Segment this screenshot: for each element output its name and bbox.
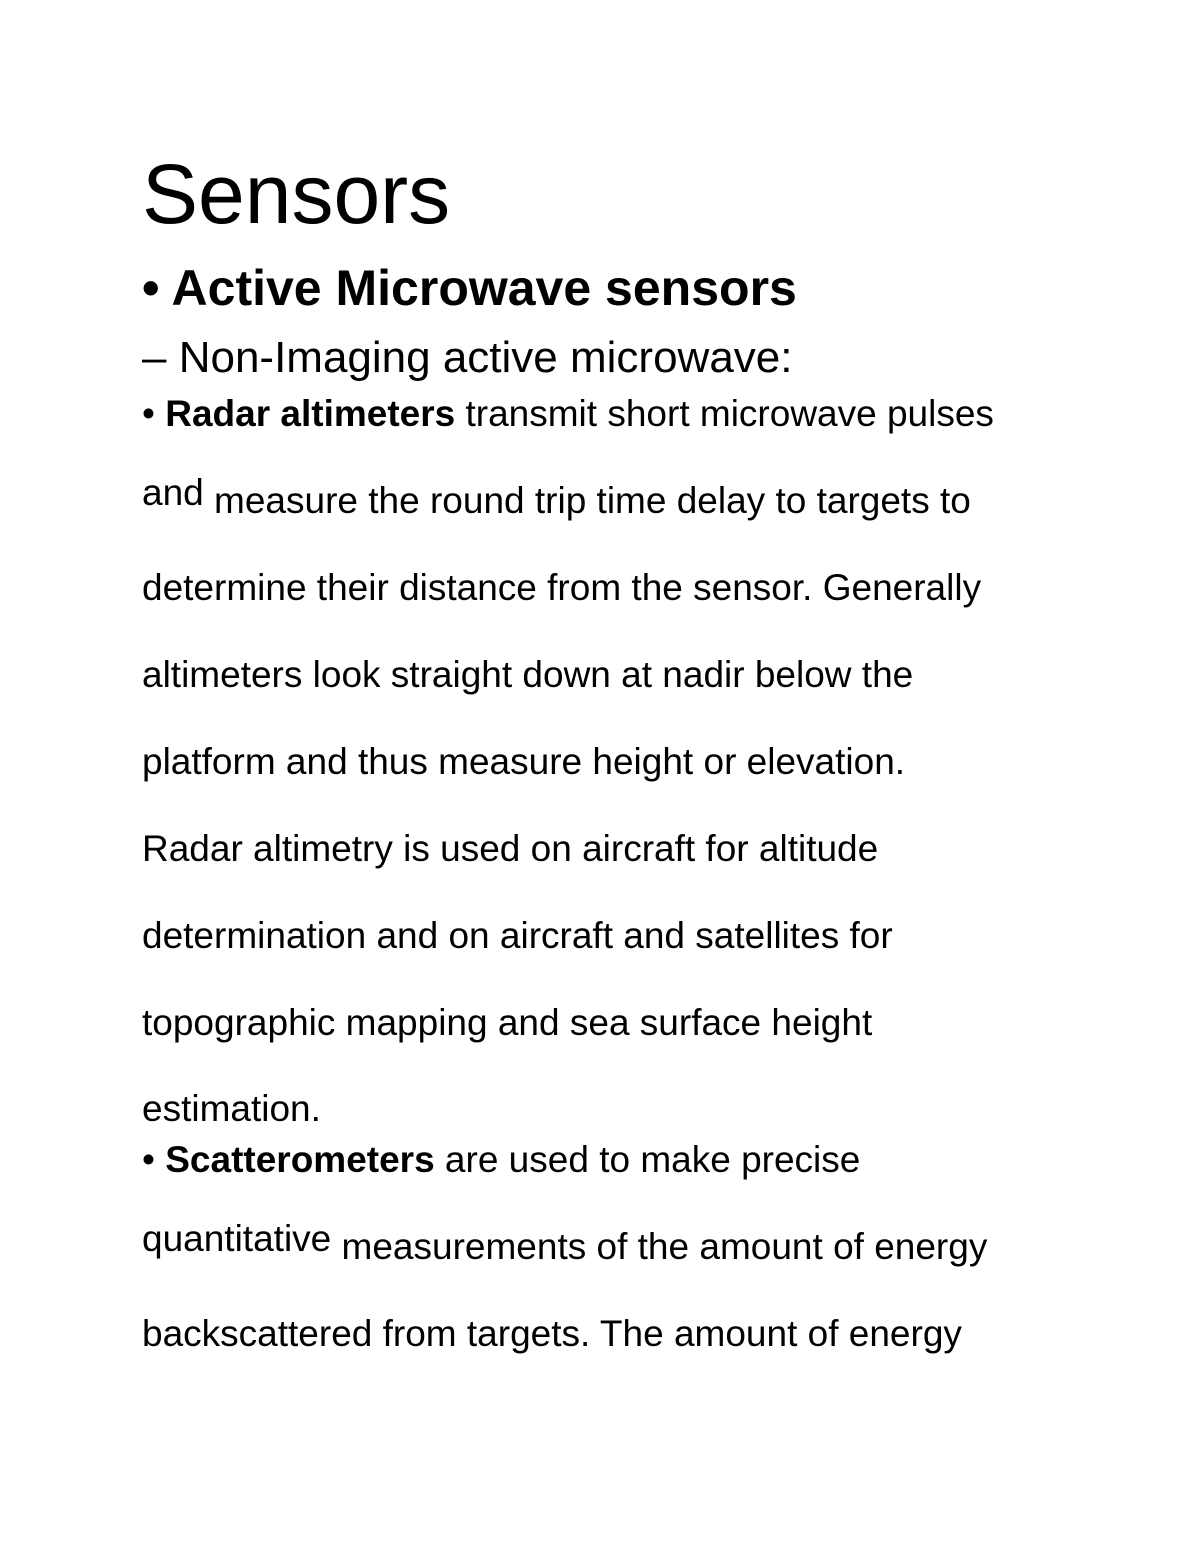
text-span: measure the round trip time delay to targets to [203,480,971,521]
text-span: and [142,472,204,513]
bullet: • [142,1139,166,1180]
radar-line-5: platform and thus measure height or elevation. [142,741,906,782]
radar-line-1 [142,395,994,432]
subsection-heading: – Non-Imaging active microwave: [142,333,793,382]
radar-line-7: determination and on aircraft and satellites for [142,915,893,956]
section-heading: • Active Microwave sensors [142,260,797,316]
radar-line-8: topographic mapping and sea surface height [142,1002,873,1043]
scatter-line-3: backscattered from targets. The amount of energy [142,1313,962,1354]
radar-line-2 [142,472,971,521]
scatter-line-2 [142,1218,988,1267]
text-span: quantitative [142,1218,332,1259]
radar-line-4: altimeters look straight down at nadir below the [142,654,914,695]
radar-line-3: determine their distance from the sensor. Generally [142,567,982,608]
text-span: transmit short microwave pulses [455,393,994,434]
radar-line-6: Radar altimetry is used on aircraft for altitude [142,828,879,869]
text-span: are used to make precise [434,1139,861,1180]
term-radar-altimeters: Radar altimeters [165,393,456,434]
page-title: Sensors [142,147,451,241]
scatter-line-1 [142,1141,860,1178]
term-scatterometers: Scatterometers [165,1139,435,1180]
bullet: • [142,393,166,434]
radar-line-9: estimation. [142,1088,321,1129]
text-span: measurements of the amount of energy [331,1226,988,1267]
